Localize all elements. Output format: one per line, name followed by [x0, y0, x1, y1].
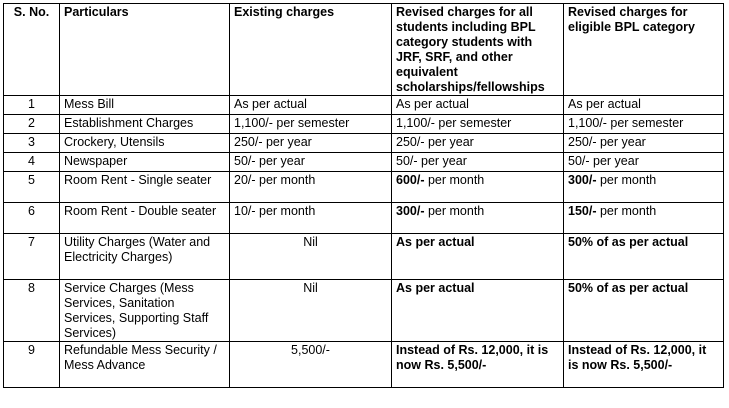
cell-revised-bpl	[564, 342, 724, 388]
cell-revised-bpl	[564, 153, 724, 172]
header-revised-bpl: Revised charges for eligible BPL category	[564, 4, 724, 96]
bold-value: 600/-	[396, 173, 425, 187]
header-particulars: Particulars	[60, 4, 230, 96]
cell-existing: Nil	[230, 280, 392, 342]
document-page	[3, 3, 724, 388]
bold-value: As per actual	[396, 235, 475, 249]
cell-sno: 7	[4, 234, 60, 280]
bold-value: Instead of Rs. 12,000, it is now Rs. 5,500/-	[396, 343, 549, 372]
table-row	[4, 172, 724, 203]
cell-particulars: Service Charges (Mess Services, Sanitation Services, Supporting Staff Services)	[60, 280, 230, 342]
cell-particulars: Utility Charges (Water and Electricity Charges)	[60, 234, 230, 280]
cell-sno: 6	[4, 203, 60, 234]
cell-revised-bpl	[564, 96, 724, 115]
charges-table	[3, 3, 724, 388]
cell-revised-all	[392, 342, 564, 388]
cell-sno: 8	[4, 280, 60, 342]
cell-revised-bpl	[564, 115, 724, 134]
cell-existing: As per actual	[230, 96, 392, 115]
cell-revised-all	[392, 203, 564, 234]
bold-value: 50% of as per actual	[568, 235, 689, 249]
bold-value: Instead of Rs. 12,000, it is now Rs. 5,500/-	[568, 343, 707, 372]
value-text: 1,100/- per semester	[396, 116, 512, 130]
cell-revised-all	[392, 172, 564, 203]
value-text: As per actual	[396, 97, 469, 111]
table-header-row	[4, 4, 724, 96]
value-text: 1,100/- per semester	[568, 116, 684, 130]
table-row	[4, 342, 724, 388]
cell-sno: 9	[4, 342, 60, 388]
cell-sno: 5	[4, 172, 60, 203]
cell-sno: 2	[4, 115, 60, 134]
bold-value: 150/-	[568, 204, 597, 218]
cell-particulars: Crockery, Utensils	[60, 134, 230, 153]
cell-particulars: Room Rent - Single seater	[60, 172, 230, 203]
cell-revised-bpl	[564, 134, 724, 153]
table-row	[4, 96, 724, 115]
value-text: 50/- per year	[396, 154, 467, 168]
header-revised-all: Revised charges for all students including BPL category students with JRF, SRF, and other equivalent scholarships/fellowships	[392, 4, 564, 96]
cell-existing: 250/- per year	[230, 134, 392, 153]
cell-existing: Nil	[230, 234, 392, 280]
value-text: per month	[596, 204, 657, 218]
bold-value: 300/-	[568, 173, 597, 187]
table-row	[4, 203, 724, 234]
bold-value: As per actual	[396, 281, 475, 295]
cell-sno: 3	[4, 134, 60, 153]
cell-existing: 20/- per month	[230, 172, 392, 203]
cell-revised-all	[392, 153, 564, 172]
cell-revised-all	[392, 234, 564, 280]
table-row	[4, 134, 724, 153]
bold-value: 50% of as per actual	[568, 281, 689, 295]
cell-revised-bpl	[564, 203, 724, 234]
cell-particulars: Establishment Charges	[60, 115, 230, 134]
cell-sno: 1	[4, 96, 60, 115]
header-existing: Existing charges	[230, 4, 392, 96]
cell-existing: 5,500/-	[230, 342, 392, 388]
value-text: 50/- per year	[568, 154, 639, 168]
table-row	[4, 153, 724, 172]
cell-revised-all	[392, 115, 564, 134]
cell-existing: 50/- per year	[230, 153, 392, 172]
table-row	[4, 234, 724, 280]
cell-particulars: Newspaper	[60, 153, 230, 172]
value-text: per month	[596, 173, 657, 187]
value-text: per month	[424, 173, 485, 187]
cell-revised-all	[392, 96, 564, 115]
cell-particulars: Mess Bill	[60, 96, 230, 115]
cell-sno: 4	[4, 153, 60, 172]
cell-revised-all	[392, 134, 564, 153]
cell-revised-bpl	[564, 280, 724, 342]
cell-particulars: Room Rent - Double seater	[60, 203, 230, 234]
cell-revised-all	[392, 280, 564, 342]
cell-existing: 1,100/- per semester	[230, 115, 392, 134]
bold-value: 300/-	[396, 204, 425, 218]
value-text: per month	[424, 204, 485, 218]
cell-particulars: Refundable Mess Security / Mess Advance	[60, 342, 230, 388]
value-text: 250/- per year	[568, 135, 646, 149]
header-sno: S. No.	[4, 4, 60, 96]
table-row	[4, 280, 724, 342]
cell-existing: 10/- per month	[230, 203, 392, 234]
table-row	[4, 115, 724, 134]
cell-revised-bpl	[564, 172, 724, 203]
value-text: 250/- per year	[396, 135, 474, 149]
value-text: As per actual	[568, 97, 641, 111]
cell-revised-bpl	[564, 234, 724, 280]
